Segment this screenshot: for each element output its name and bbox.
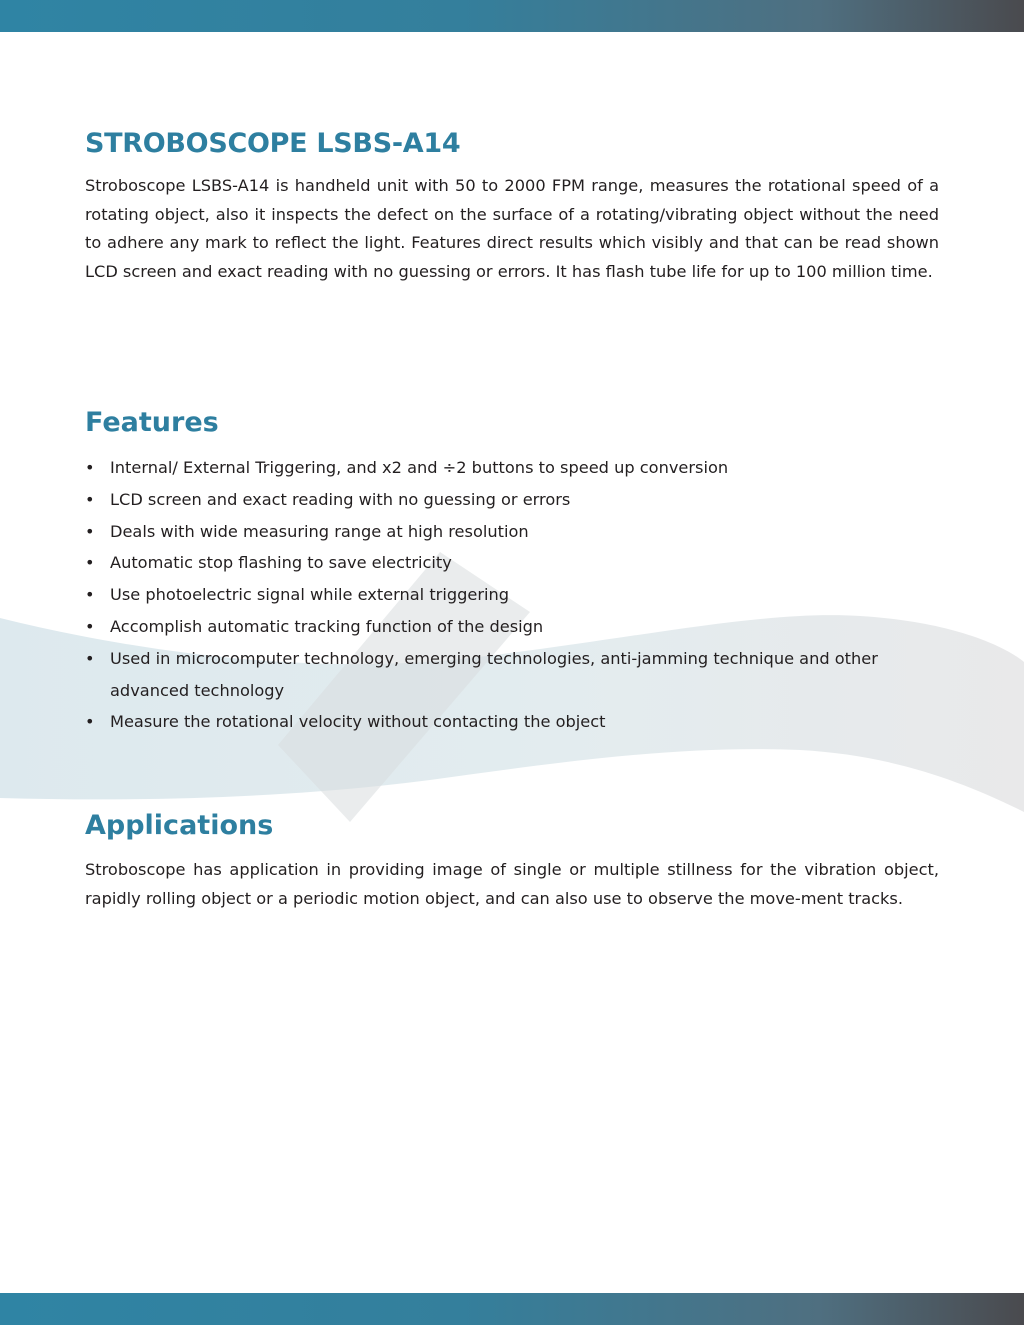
intro-paragraph: Stroboscope LSBS-A14 is handheld unit with 50 to 2000 FPM range, measures the rotational speed of a rotating object, also it inspects the defect on the surface of a rotating/vibrating object without the need to adhere any mark to reflect the light. Features direct results which visibly and that can be read shown LCD screen and exact reading with no guessing or errors. It has flash tube life for up to 100 million time.: [85, 176, 939, 281]
feature-text: Measure the rotational velocity without contacting the object: [110, 712, 606, 732]
applications-heading: Applications: [85, 810, 274, 841]
feature-text: Use photoelectric signal while external triggering: [110, 585, 510, 605]
feature-text: Accomplish automatic tracking function of the design: [110, 616, 544, 636]
bullet-icon: •: [85, 458, 95, 477]
list-item: [85, 516, 945, 548]
bullet-icon: •: [85, 553, 95, 573]
applications-paragraph: Stroboscope has application in providing image of single or multiple stillness for the vibration object, rapidly rolling object or a periodic motion object, and can also use to observe the move-ment tracks.: [85, 860, 939, 908]
feature-text: Automatic stop flashing to save electricity: [110, 553, 452, 573]
list-item: [85, 611, 945, 643]
features-heading: Features: [85, 407, 219, 438]
features-list: [85, 452, 945, 738]
feature-text: Used in microcomputer technology, emerging technologies, anti-jamming technique and other advanced technology: [110, 648, 878, 700]
feature-text: Internal/ External Triggering, and x2 and ÷2 buttons to speed up conversion: [110, 458, 729, 477]
feature-text: LCD screen and exact reading with no guessing or errors: [110, 489, 571, 509]
list-item: [85, 547, 945, 579]
bullet-icon: •: [85, 712, 95, 732]
bullet-icon: •: [85, 648, 95, 668]
list-item: [85, 643, 945, 707]
list-item: [85, 579, 945, 611]
feature-text: Deals with wide measuring range at high resolution: [110, 521, 529, 541]
bullet-icon: •: [85, 585, 95, 605]
bullet-icon: •: [85, 489, 95, 509]
bullet-icon: •: [85, 521, 95, 541]
bottom-color-band: [0, 1293, 1024, 1325]
list-item: [85, 452, 945, 484]
top-color-band: [0, 0, 1024, 32]
list-item: [85, 484, 945, 516]
bullet-icon: •: [85, 616, 95, 636]
list-item: [85, 706, 945, 738]
page-title: STROBOSCOPE LSBS-A14: [85, 128, 461, 159]
